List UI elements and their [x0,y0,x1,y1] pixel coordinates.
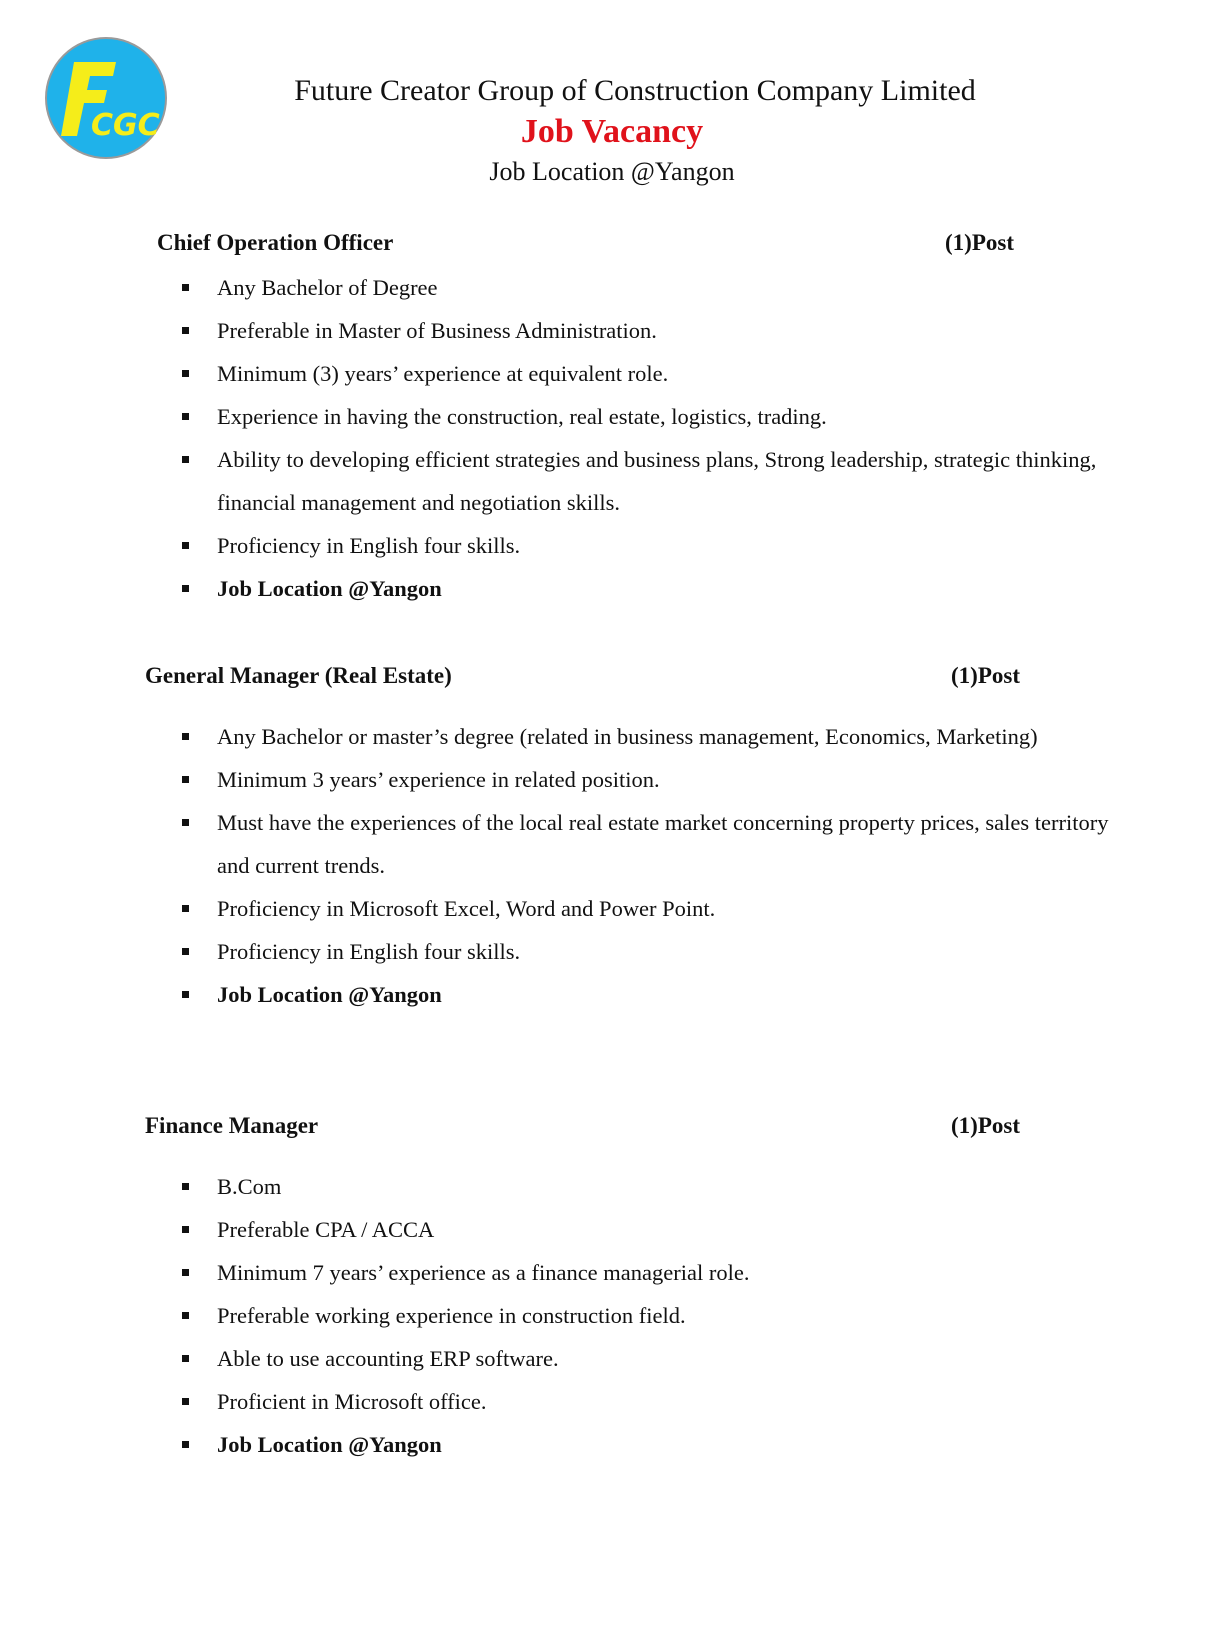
list-item: Any Bachelor of Degree [180,266,1110,309]
list-item: Proficient in Microsoft office. [180,1380,1110,1423]
job-heading [157,230,1017,260]
list-item: Proficiency in English four skills. [180,930,1110,973]
list-item: Ability to developing efficient strategies and business plans, Strong leadership, strategic thinking, financial management and negotiation skills. [180,438,1110,524]
job-requirements-list [180,1165,1110,1466]
list-item: Any Bachelor or master’s degree (related in business management, Economics, Marketing) [180,715,1110,758]
list-item: Minimum (3) years’ experience at equivalent role. [180,352,1110,395]
list-item: Must have the experiences of the local real estate market concerning property prices, sales territory and current trends. [180,801,1110,887]
logo-letters: CGC [91,108,160,143]
list-item: B.Com [180,1165,1110,1208]
company-name: Future Creator Group of Construction Company Limited [294,74,976,107]
list-item: Able to use accounting ERP software. [180,1337,1110,1380]
job-title: General Manager (Real Estate) [145,663,452,688]
list-item: Preferable working experience in construction field. [180,1294,1110,1337]
list-item: Preferable in Master of Business Administration. [180,309,1110,352]
job-posts: (1)Post [951,663,1020,688]
list-item: Minimum 7 years’ experience as a finance managerial role. [180,1251,1110,1294]
list-item: Minimum 3 years’ experience in related position. [180,758,1110,801]
job-posts: (1)Post [951,1113,1020,1138]
list-item: Proficiency in Microsoft Excel, Word and Power Point. [180,887,1110,930]
list-item: Job Location @Yangon [180,1423,1110,1466]
list-item: Proficiency in English four skills. [180,524,1110,567]
page-subtitle: Job Location @Yangon [489,157,735,186]
job-title: Chief Operation Officer [157,230,394,255]
job-heading [145,663,1025,693]
job-title: Finance Manager [145,1113,319,1138]
list-item: Job Location @Yangon [180,973,1110,1016]
page-title: Job Vacancy [520,113,704,150]
list-item: Job Location @Yangon [180,567,1110,610]
list-item: Experience in having the construction, real estate, logistics, trading. [180,395,1110,438]
job-posts: (1)Post [945,230,1014,255]
job-requirements-list [180,266,1110,610]
list-item: Preferable CPA / ACCA [180,1208,1110,1251]
job-heading [145,1113,1025,1143]
job-requirements-list [180,715,1110,1016]
